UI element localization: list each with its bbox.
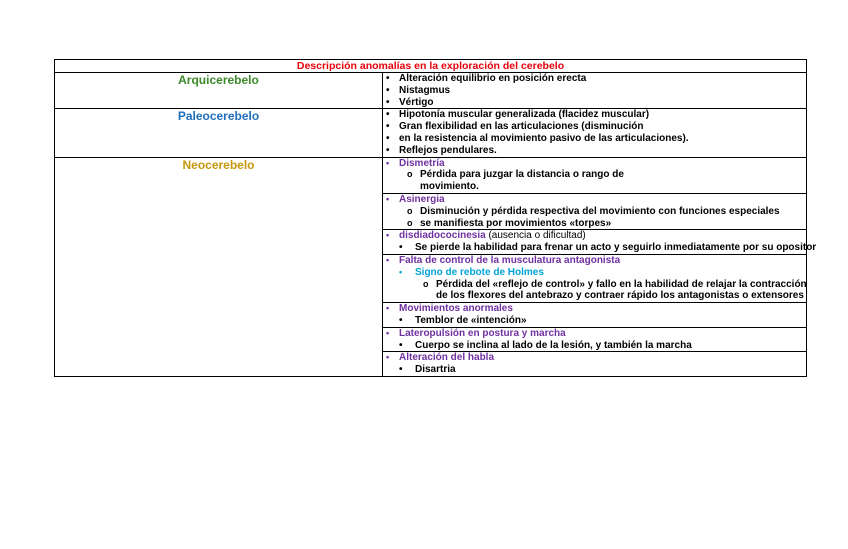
bullet-icon: •	[399, 339, 403, 351]
bullet-icon: •	[386, 157, 390, 168]
bullet-icon: •	[386, 254, 390, 265]
lobe-arquicerebelo: Arquicerebelo	[55, 73, 383, 109]
note-text: (ausencia o dificultad)	[485, 230, 586, 242]
asinergia-content	[383, 193, 807, 229]
list-item: • Reflejos pendulares.	[383, 145, 806, 157]
section-heading: • Falta de control de la musculatura antagonista	[383, 255, 806, 267]
cerebelo-table	[54, 59, 817, 377]
list-item: o Pérdida para juzgar la distancia o rango de	[407, 169, 624, 181]
circle-bullet-icon: o	[407, 169, 413, 180]
dismetria-content	[383, 157, 807, 193]
list-item: • en la resistencia al movimiento pasivo de las articulaciones).	[383, 133, 806, 145]
list-item: • Se pierde la habilidad para frenar un acto y seguirlo inmediatamente por su opositor	[399, 242, 817, 254]
bullet-icon: •	[399, 266, 403, 277]
section-heading: • Dismetría	[383, 158, 806, 170]
section-heading: • disdiadococinesia (ausencia o dificultad)	[383, 230, 806, 242]
bullet-icon: •	[386, 327, 390, 338]
bullet-icon: •	[399, 364, 403, 376]
bullet-icon: •	[399, 242, 403, 254]
bullet-icon: •	[386, 230, 390, 241]
row-neo-dismetria	[55, 157, 807, 193]
lobe-paleocerebelo: Paleocerebelo	[55, 109, 383, 157]
bullet-icon: •	[386, 193, 390, 204]
list-item: o se manifiesta por movimientos «torpes»	[407, 217, 612, 229]
lobe-neocerebelo: Neocerebelo	[55, 157, 383, 376]
bullet-icon: •	[386, 109, 390, 121]
falta-content	[383, 254, 807, 302]
list-item: • Gran flexibilidad en las articulaciones (disminución	[383, 121, 806, 133]
list-item: • Hipotonía muscular generalizada (flacidez muscular)	[383, 109, 806, 121]
circle-bullet-icon: o	[407, 205, 413, 216]
disdiado-content	[383, 230, 817, 255]
row-arquicerebelo	[55, 73, 807, 109]
list-item: • Temblor de «intención»	[399, 314, 527, 326]
section-heading: • Asinergia	[383, 194, 806, 206]
row-paleocerebelo	[55, 109, 807, 157]
list-item: • Vértigo	[383, 97, 806, 109]
list-item: movimiento.	[420, 181, 479, 193]
section-heading: • Alteración del habla	[383, 352, 806, 364]
list-item: o Pérdida del «reflejo de control» y fallo en la habilidad de relajar la contracción	[423, 278, 807, 290]
list-item: de los flexores del antebrazo y contraer rápido los antagonistas o extensores	[436, 290, 804, 302]
bullet-icon: •	[386, 96, 390, 108]
bullet-icon: •	[386, 84, 390, 96]
paleocerebelo-content	[383, 109, 807, 157]
list-item: • Disartria	[399, 364, 456, 376]
bullet-icon: •	[399, 314, 403, 326]
circle-bullet-icon: o	[407, 217, 413, 228]
bullet-icon: •	[386, 132, 390, 144]
movimientos-content	[383, 303, 807, 328]
list-item: • Cuerpo se inclina al lado de la lesión, y también la marcha	[399, 339, 692, 351]
bullet-icon: •	[386, 303, 390, 314]
habla-content	[383, 352, 807, 377]
circle-bullet-icon: o	[423, 278, 429, 289]
subsection-heading: • Signo de rebote de Holmes	[399, 266, 544, 278]
bullet-icon: •	[386, 121, 390, 133]
arquicerebelo-content	[383, 73, 807, 109]
section-heading: • Movimientos anormales	[383, 303, 806, 315]
table-title: Descripción anomalías en la exploración del cerebelo	[55, 60, 807, 73]
latero-content	[383, 327, 807, 352]
bullet-icon: •	[386, 73, 390, 84]
list-item: • Alteración equilibrio en posición erecta	[383, 73, 806, 85]
list-item: • Nistagmus	[383, 85, 806, 97]
bullet-icon: •	[386, 352, 390, 363]
list-item: o Disminución y pérdida respectiva del movimiento con funciones especiales	[407, 205, 780, 217]
bullet-icon: •	[386, 144, 390, 156]
section-heading: • Lateropulsión en postura y marcha	[383, 328, 806, 340]
